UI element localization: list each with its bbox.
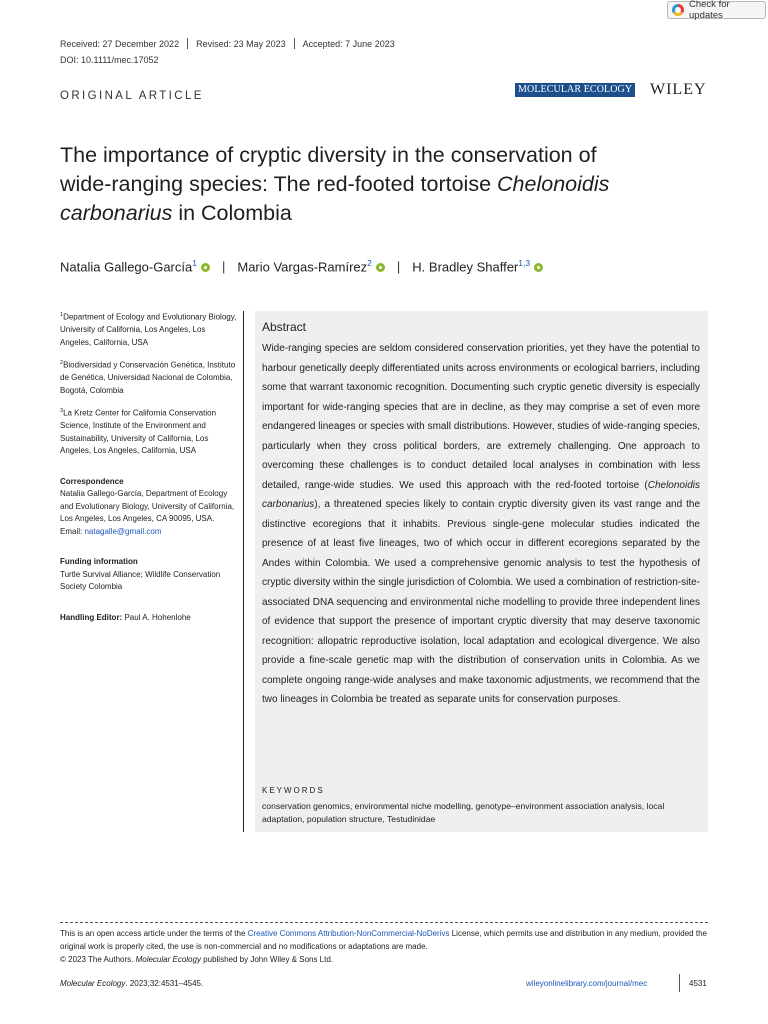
author-1[interactable] [60, 258, 197, 274]
citation-journal: Molecular Ecology [60, 979, 126, 988]
title-species-genus: Chelonoidis [497, 172, 610, 196]
date-divider [187, 38, 188, 49]
check-for-updates-button[interactable] [667, 1, 766, 19]
affil-sup: 3 [60, 408, 64, 415]
journal-url-link[interactable]: wileyonlinelibrary.com/journal/mec [526, 979, 648, 988]
abstract-heading: Abstract [262, 320, 307, 334]
copyright-text: © 2023 The Authors. [60, 955, 136, 964]
title-species-epithet: carbonarius [60, 201, 173, 225]
author-affil-sup[interactable]: 1 [192, 258, 197, 268]
copyright-journal: Molecular Ecology [135, 955, 201, 964]
affil-sup: 2 [60, 360, 64, 367]
revised-date: Revised: 23 May 2023 [196, 38, 286, 49]
title-line-1: The importance of cryptic diversity in the conservation of [60, 143, 597, 167]
correspondence [60, 476, 238, 539]
article-dates [60, 38, 395, 49]
author-affil-sup[interactable]: 1,3 [518, 258, 531, 268]
article-title [60, 141, 700, 228]
abstract-part-2: ), a threatened species likely to contain cryptic diversity given its vast range and the distinctive ecoregions that it inhabits. Previous single-gene molecular studies indicated the presence of at least five lineages, two of which occur in different ecoregions separated by the Andes within Colombia. We used a comprehensive genomic analysis to test the hypothesis of cryptic diversity within the single jurisdiction of Colombia. We used a combination of restriction-site-associated DNA sequencing and environmental niche modelling to provide three independent lines of evidence that support the presence of important cryptic diversity that may deserve taxonomic recognition: allopatric reproductive isolation, local adaptation and ecological divergence. We also provide a fine-scale genetic map with the distribution of conservation units in Colombia. As we complete ongoing range-wide analyses and make taxonomic adjustments, we recommend that the two lineages in Colombia be treated as separate units for conservation purposes. [262, 499, 700, 705]
check-for-updates-label: Check for updates [689, 0, 730, 21]
affiliation [60, 309, 238, 349]
title-line-3: in Colombia [172, 201, 292, 225]
author-2[interactable] [237, 258, 372, 274]
footer-divider [60, 922, 708, 923]
handling-editor [60, 612, 238, 625]
license-text: This is an open access article under the terms of the [60, 929, 248, 938]
doi[interactable]: DOI: 10.1111/mec.17052 [60, 55, 159, 65]
affil-text: Department of Ecology and Evolutionary Biology, University of California, Los Angeles, Los Angeles, California, USA [60, 312, 237, 347]
crossmark-icon [672, 4, 684, 16]
author-name: Mario Vargas-Ramírez [237, 259, 368, 275]
affiliation [60, 405, 238, 458]
license-link[interactable]: Creative Commons Attribution-NonCommercial-NoDerivs [247, 929, 450, 938]
affil-text: Biodiversidad y Conservación Genética, Instituto de Genética, Universidad Nacional de Colombia, Bogotá, Colombia [60, 360, 236, 395]
keywords-text: conservation genomics, environmental niche modelling, genotype–environment association analysis, local adaptation, population structure, Testudinidae [262, 801, 665, 824]
publisher-logo[interactable]: WILEY [650, 81, 707, 98]
author-name: Natalia Gallego-García [60, 259, 193, 275]
keywords-heading: KEYWORDS [262, 786, 325, 795]
date-divider [294, 38, 295, 49]
citation-details: . 2023;32:4531–4545. [125, 979, 204, 988]
title-line-2: wide-ranging species: The red-footed tortoise [60, 172, 498, 196]
author-list [60, 258, 543, 274]
abstract-part-1: Wide-ranging species are seldom considered conservation priorities, yet they have the potential to harbour genetically deeply differentiated units across environments or ecological barriers, including some that warrant taxonomic recognition. Documenting such cryptic genetic diversity is especially important for wide-ranging species that are in decline, as they may comprise a set of even more endangered lineages or species with small distributions. However, studies of wide-ranging species, particularly when they cross political borders, are extremely challenging. One approach to overcoming these challenges is to conduct detailed local analyses in combination with less detailed, range-wide studies. We used this approach with the red-footed tortoise ( [262, 343, 700, 491]
column-divider [243, 311, 244, 832]
received-date: Received: 27 December 2022 [60, 38, 180, 49]
accepted-date: Accepted: 7 June 2023 [302, 38, 395, 49]
orcid-icon[interactable] [534, 263, 543, 272]
page-number: 4531 [689, 979, 707, 988]
author-separator: | [396, 258, 401, 274]
article-type: ORIGINAL ARTICLE [60, 90, 204, 102]
orcid-icon[interactable] [201, 263, 210, 272]
footer-separator [679, 974, 680, 992]
license-note [60, 927, 708, 966]
author-separator: | [221, 258, 226, 274]
funding-text: Turtle Survival Alliance; Wildlife Conservation Society Colombia [60, 569, 221, 592]
author-3[interactable] [412, 258, 530, 274]
affil-sup: 1 [60, 312, 64, 318]
correspondence-heading: Correspondence [60, 476, 124, 486]
abstract-text [262, 339, 700, 710]
correspondence-text: Natalia Gallego-García, Department of Ecology and Evolutionary Biology, University of California, Los Angeles, Los Angeles, CA 90095, USA. [60, 489, 235, 524]
abstract-species: Chelonoidis carbonarius [262, 479, 700, 510]
email-label: Email: [60, 526, 85, 536]
affil-text: La Kretz Center for California Conservation Science, Institute of the Environment and Sustainability, University of California, Los Angeles, Los Angeles, California, USA [60, 408, 217, 456]
handling-editor-label: Handling Editor: [60, 612, 123, 622]
journal-logo[interactable]: MOLECULAR ECOLOGY [515, 83, 635, 97]
funding [60, 556, 238, 594]
handling-editor-name: Paul A. Hohenlohe [122, 612, 191, 622]
author-affil-sup[interactable]: 2 [367, 258, 372, 268]
funding-heading: Funding information [60, 557, 138, 567]
email-link[interactable]: natagalle@gmail.com [84, 526, 162, 536]
citation [60, 979, 203, 988]
author-name: H. Bradley Shaffer [412, 259, 519, 275]
orcid-icon[interactable] [376, 263, 385, 272]
affiliation [60, 357, 238, 397]
license-text: License, which permits use and distribution in any medium, provided the original work is properly cited, the use is non-commercial and no modifications or adaptations are made. [60, 929, 707, 951]
article-sidebar [60, 309, 238, 632]
copyright-text: published by John Wiley & Sons Ltd. [200, 955, 334, 964]
